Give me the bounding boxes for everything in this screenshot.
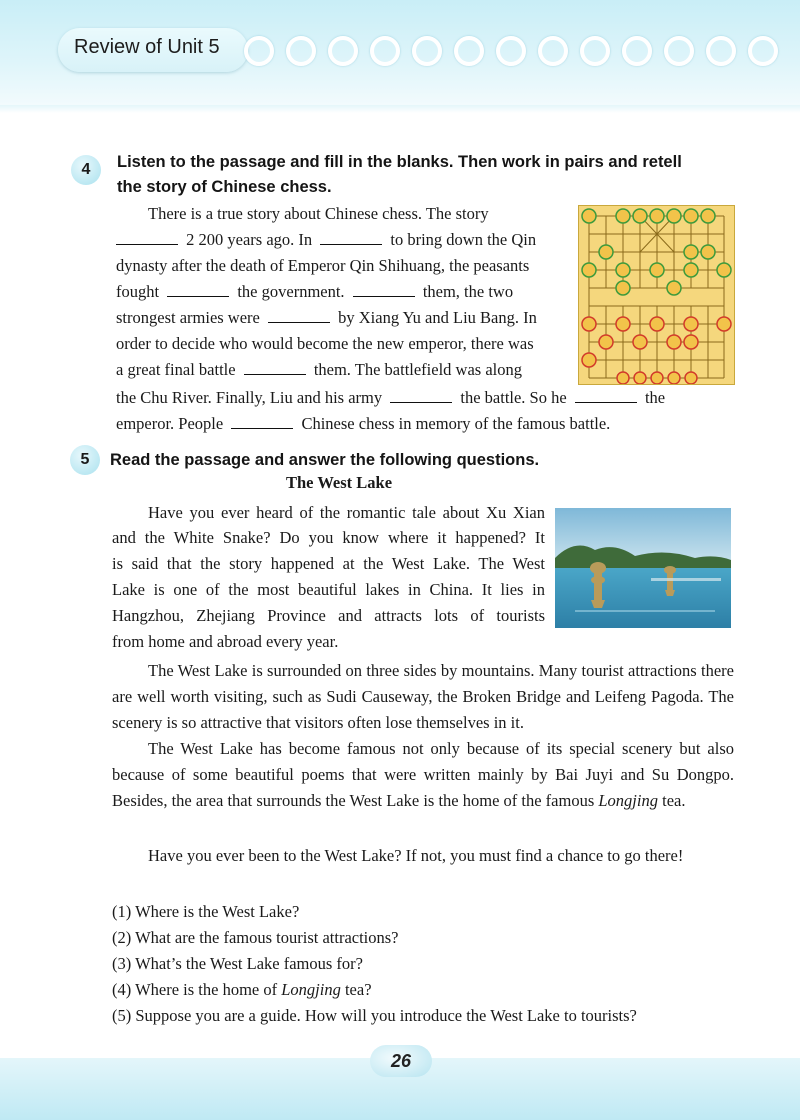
unit-title: Review of Unit 5 <box>74 36 220 58</box>
s4-line-1: There is a true story about Chinese chess. The story <box>148 204 489 223</box>
section-5-instruction: Read the passage and answer the following questions. <box>110 451 540 469</box>
s4-line-7: a great final battle them. The battlefield was along <box>116 360 522 379</box>
s4-line-8: the Chu River. Finally, Liu and his army the battle. So he the <box>116 388 666 407</box>
p3: The West Lake has become famous not only because of its special scenery but also because of some beautiful poems that were written mainly by Bai Juyi and Su Dongpo. Besides, the area that surrounds the West Lake is the home of the famous Longjing tea. <box>112 739 734 810</box>
s4-line-4: fought the government. them, the two <box>116 282 514 301</box>
chess-board-drawing <box>579 206 734 384</box>
question-2: (2) What are the famous tourist attractions? <box>112 928 399 947</box>
s4-line-9: emperor. People Chinese chess in memory of the famous battle. <box>116 414 611 433</box>
blank-4[interactable] <box>353 282 415 297</box>
section-4-instruction-line2: the story of Chinese chess. <box>117 178 332 196</box>
blank-5[interactable] <box>268 308 330 323</box>
question-4: (4) Where is the home of Longjing tea? <box>112 980 372 999</box>
story-title: The West Lake <box>286 473 393 492</box>
s4-line-2: 2 200 years ago. In to bring down the Qin <box>116 230 536 250</box>
s4-line-3: dynasty after the death of Emperor Qin Shihuang, the peasants <box>116 256 530 275</box>
blank-9[interactable] <box>231 414 293 429</box>
s4-line-6: order to decide who would become the new emperor, there was <box>116 334 534 353</box>
p2: The West Lake is surrounded on three sides by mountains. Many tourist attractions there are well worth visiting, such as Sudi Causeway, the Broken Bridge and Leifeng Pagoda. The scenery is so attractive that visitors often lose themselves in it. <box>112 661 734 732</box>
p1-line-3: is said that the story happened at the West Lake. The West <box>112 554 545 573</box>
blank-6[interactable] <box>244 360 306 375</box>
chinese-chess-board-image <box>578 205 735 385</box>
p1-line-6: from home and abroad every year. <box>112 632 339 651</box>
p1-line-4: Lake is one of the most beautiful lakes in China. It lies in <box>112 580 545 599</box>
west-lake-drawing <box>555 508 731 628</box>
question-5: (5) Suppose you are a guide. How will you introduce the West Lake to tourists? <box>112 1006 637 1025</box>
p1-line-5: Hangzhou, Zhejiang Province and attracts lots of tourists <box>112 606 545 625</box>
blank-3[interactable] <box>167 282 229 297</box>
question-3: (3) What’s the West Lake famous for? <box>112 954 363 973</box>
section-5-number: 5 <box>70 445 100 475</box>
blank-7[interactable] <box>390 388 452 403</box>
p1-line-2: and the White Snake? Do you know where it happened? It <box>112 528 545 547</box>
blank-8[interactable] <box>575 388 637 403</box>
section-4-instruction-line1: Listen to the passage and fill in the blanks. Then work in pairs and retell <box>117 153 682 171</box>
p4: Have you ever been to the West Lake? If not, you must find a chance to go there! <box>148 846 684 865</box>
blank-2[interactable] <box>320 230 382 245</box>
page-number: 26 <box>370 1045 432 1077</box>
blank-1[interactable] <box>116 230 178 245</box>
decorative-rings <box>244 36 800 68</box>
section-4-number: 4 <box>71 155 101 185</box>
section-4-instruction <box>117 150 757 200</box>
p1-line-1: Have you ever heard of the romantic tale about Xu Xian <box>148 503 545 522</box>
west-lake-photo <box>555 508 731 628</box>
s4-line-5: strongest armies were by Xiang Yu and Liu Bang. In <box>116 308 537 327</box>
question-1: (1) Where is the West Lake? <box>112 902 300 921</box>
